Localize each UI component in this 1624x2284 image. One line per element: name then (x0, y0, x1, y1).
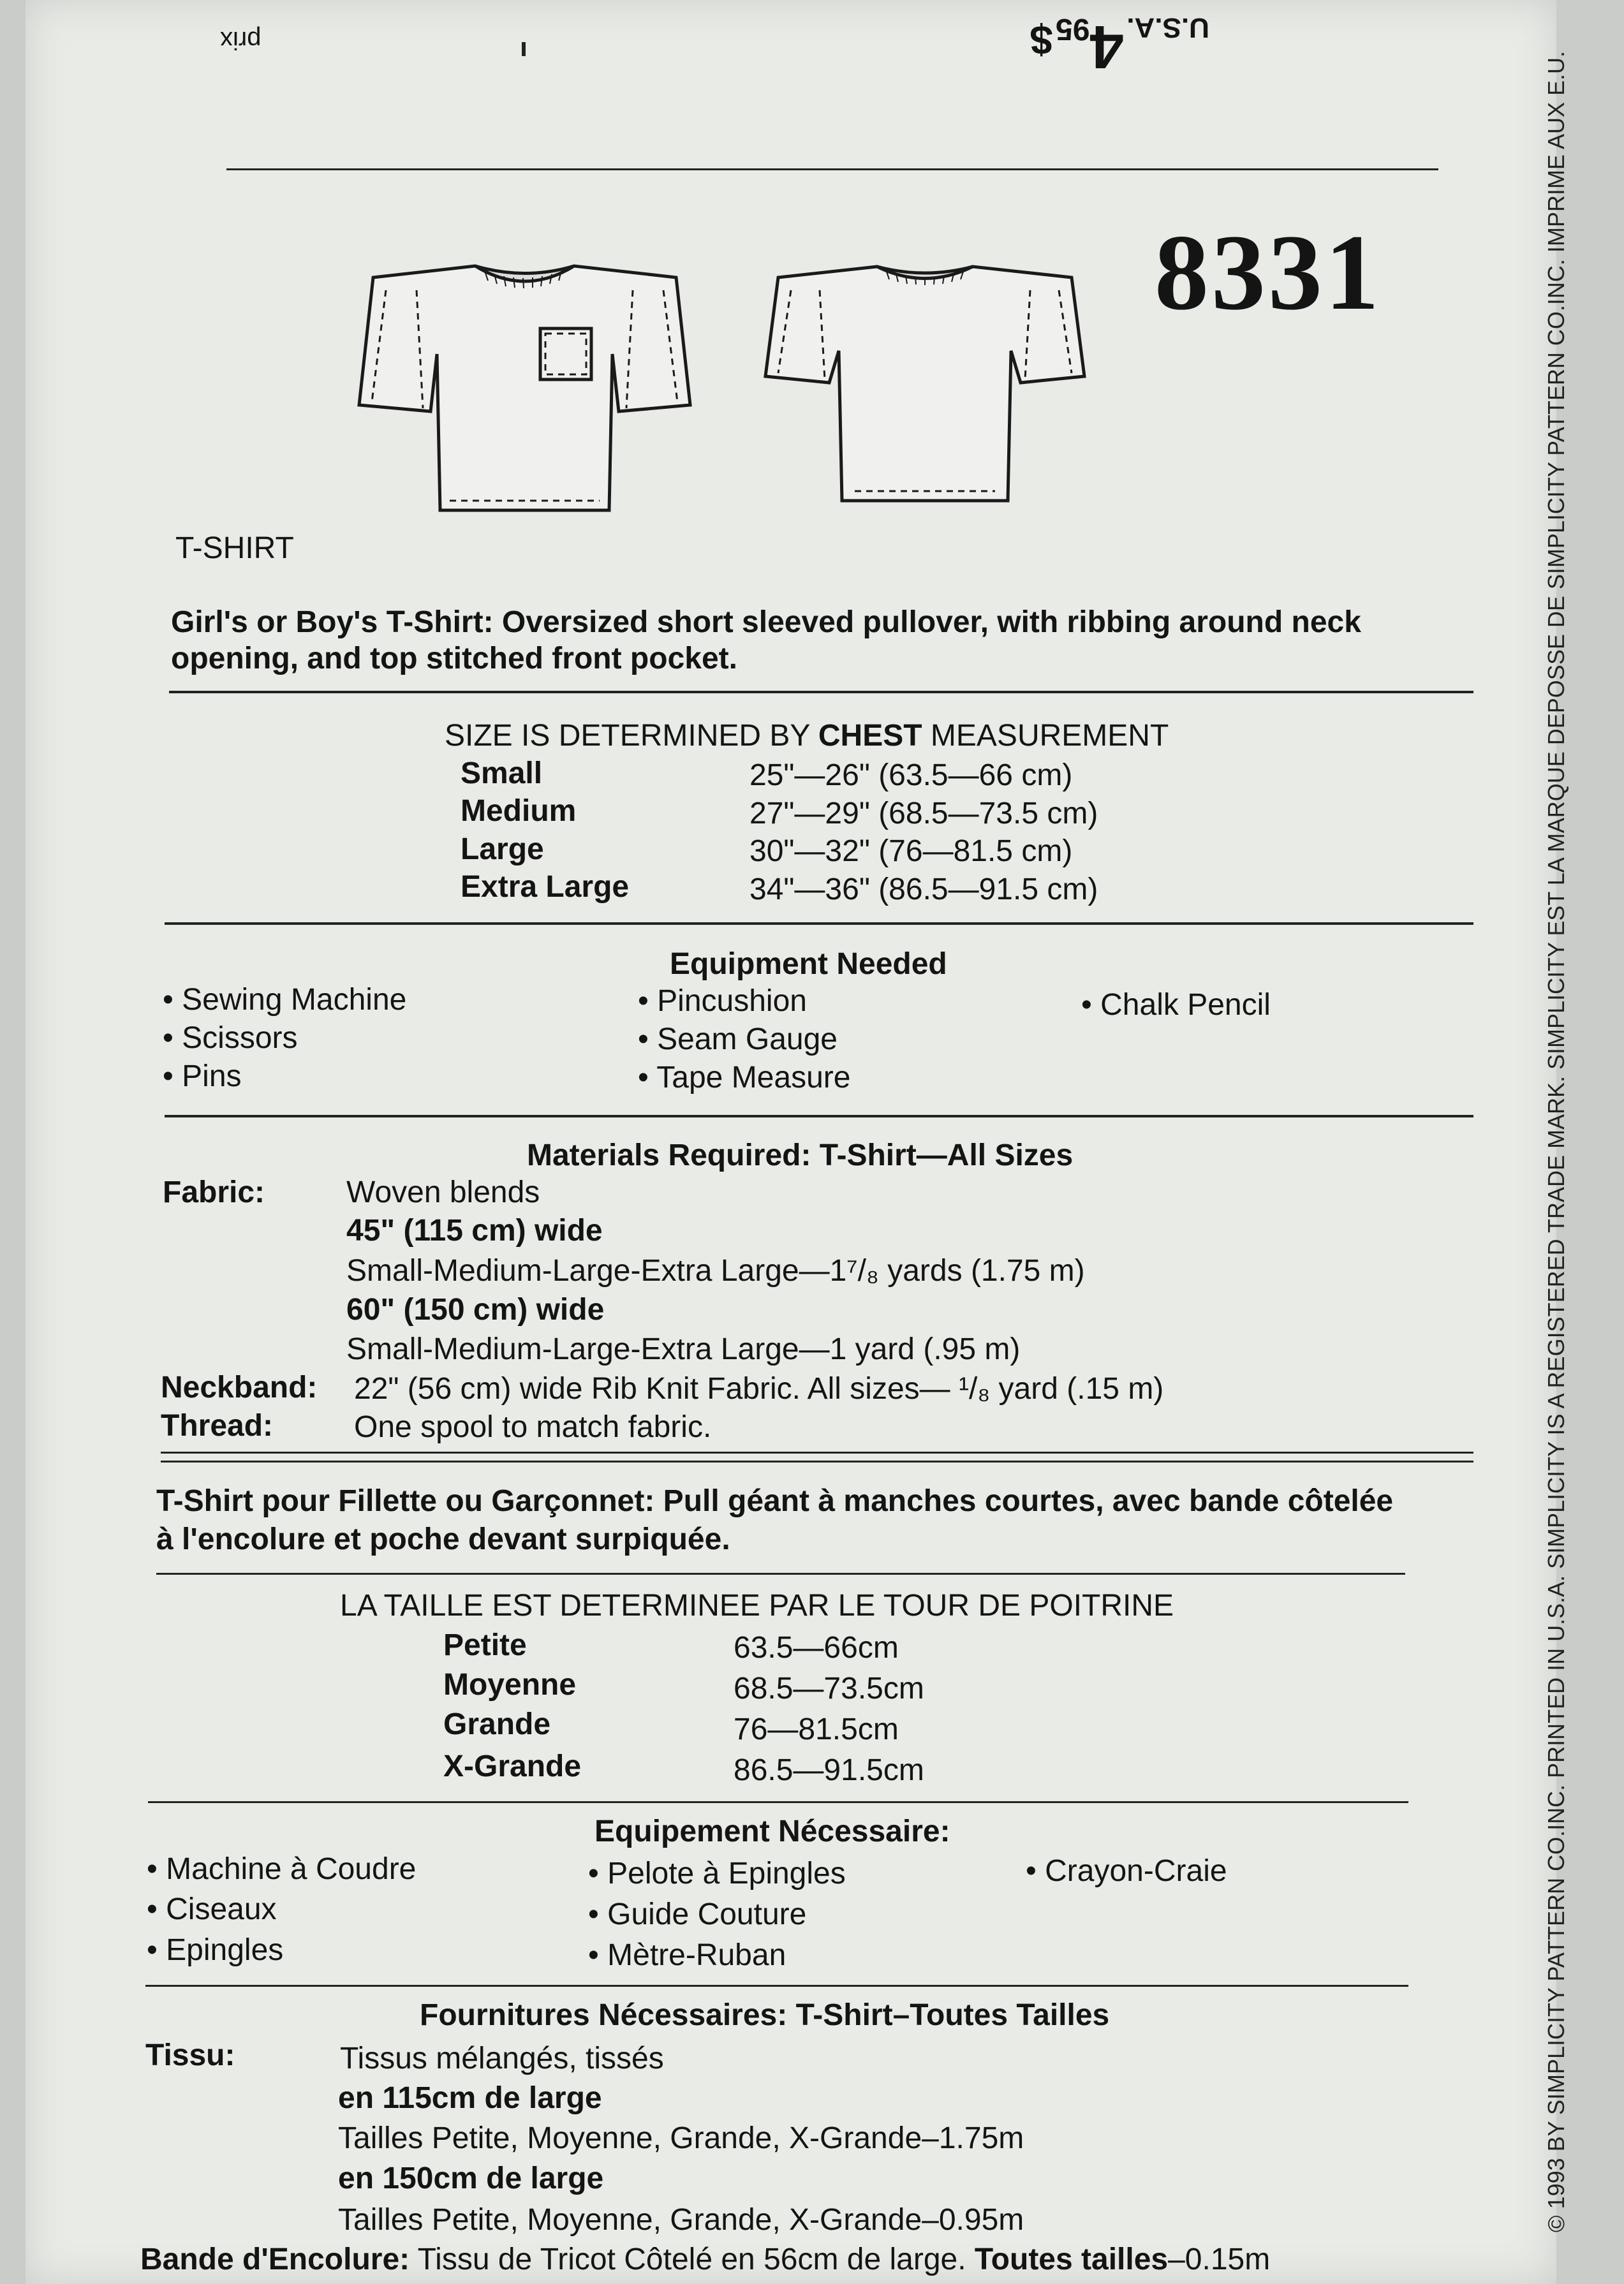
fabric-type: Woven blends (346, 1175, 540, 1209)
tissu-type: Tissus mélangés, tissés (340, 2042, 664, 2075)
neckband-label: Neckband: (161, 1371, 318, 1404)
english-description-title: Girl's or Boy's T-Shirt: (171, 605, 494, 639)
equipment-item: • Scissors (163, 1020, 298, 1056)
size-heading-bold: CHEST (818, 719, 922, 753)
english-size-heading (445, 718, 1169, 753)
bande-encolure-amount: –0.15m (1168, 2243, 1271, 2276)
copyright-side-text: © 1993 BY SIMPLICITY PATTERN CO.INC. PRINTED IN U.S.A. SIMPLICITY IS A REGISTERED TRADE MARK. SIMPLICITY EST LA MARQUE DEPOSSE DE SIMPLICITY PATTERN CO.INC. IMPRIME AUX E.U. (1543, 51, 1569, 2232)
equipment-item: • Chalk Pencil (1081, 987, 1271, 1022)
price-cents: 95 (1056, 12, 1090, 46)
equipment-item: • Pelote à Epingles (588, 1856, 846, 1891)
price-tick (522, 42, 526, 56)
tissu-yardage-150: Tailles Petite, Moyenne, Grande, X-Grande–0.95m (338, 2203, 1024, 2237)
size-name-x-grande: X-Grande (443, 1750, 582, 1783)
pattern-number: 8331 (1155, 212, 1382, 332)
divider-7 (145, 1985, 1408, 1987)
divider-4a (161, 1452, 1473, 1454)
fabric-yardage-60: Small-Medium-Large-Extra Large—1 yard (.95 m) (346, 1332, 1021, 1366)
tissu-width-115: en 115cm de large (338, 2081, 602, 2115)
size-value-petite: 63.5—66cm (734, 1631, 899, 1665)
equipment-item: • Epingles (147, 1933, 283, 1968)
fabric-width-60: 60" (150 cm) wide (346, 1293, 605, 1327)
size-value-small: 25"—26" (63.5—66 cm) (749, 758, 1073, 792)
equipment-item: • Tape Measure (638, 1060, 850, 1095)
equipment-item: • Pins (163, 1059, 242, 1094)
size-name-extra-large: Extra Large (461, 870, 630, 904)
size-heading-post: MEASUREMENT (922, 719, 1169, 753)
french-description-line2: à l'encolure et poche devant surpiquée. (156, 1522, 730, 1556)
size-value-medium: 27"—29" (68.5—73.5 cm) (749, 797, 1098, 830)
price-country: U.S.A. (1126, 12, 1209, 43)
thread-label: Thread: (161, 1409, 274, 1443)
equipment-item: • Ciseaux (147, 1892, 277, 1927)
price-whole: 4 (1089, 13, 1124, 81)
english-description-line1 (171, 605, 1361, 640)
divider-5 (156, 1573, 1405, 1575)
top-divider (226, 168, 1438, 170)
tshirt-back-illustration (762, 255, 1088, 510)
size-value-x-grande: 86.5—91.5cm (734, 1753, 924, 1787)
divider-6 (148, 1801, 1408, 1803)
thread-value: One spool to match fabric. (354, 1410, 712, 1444)
bande-encolure-value: Tissu de Tricot Côtelé en 56cm de large. (417, 2243, 966, 2276)
bande-encolure-label: Bande d'Encolure: (140, 2243, 410, 2276)
size-value-extra-large: 34"—36" (86.5—91.5 cm) (749, 873, 1098, 906)
equipment-item: • Mètre-Ruban (588, 1938, 786, 1973)
size-value-large: 30"—32" (76—81.5 cm) (749, 834, 1073, 868)
french-equipment-heading: Equipement Nécessaire: (594, 1815, 950, 1848)
price-stamp (1030, 11, 1209, 82)
divider-4b (161, 1461, 1473, 1462)
equipment-item: • Crayon-Craie (1026, 1853, 1227, 1889)
size-name-moyenne: Moyenne (443, 1668, 577, 1702)
equipment-item: • Guide Couture (588, 1897, 806, 1932)
price-symbol: $ (1030, 17, 1053, 63)
size-name-grande: Grande (443, 1707, 551, 1741)
garment-label: T-SHIRT (175, 531, 294, 565)
tissu-yardage-115: Tailles Petite, Moyenne, Grande, X-Grande–1.75m (338, 2121, 1024, 2155)
divider-1 (169, 691, 1473, 693)
tissu-label: Tissu: (145, 2038, 235, 2072)
fabric-label: Fabric: (163, 1175, 265, 1209)
size-name-small: Small (461, 756, 543, 790)
bande-encolure-all-sizes: Toutes tailles (974, 2243, 1169, 2276)
french-size-heading: LA TAILLE EST DETERMINEE PAR LE TOUR DE POITRINE (340, 1589, 1174, 1623)
size-value-grande: 76—81.5cm (734, 1713, 899, 1746)
size-name-petite: Petite (443, 1628, 527, 1662)
english-description-text: Oversized short sleeved pullover, with ribbing around neck (501, 605, 1361, 639)
french-materials-heading: Fournitures Nécessaires: T-Shirt–Toutes Tailles (420, 1998, 1110, 2032)
divider-3 (165, 1115, 1473, 1117)
equipment-item: • Machine à Coudre (147, 1852, 416, 1887)
neckband-value: 22" (56 cm) wide Rib Knit Fabric. All sizes— ¹/₈ yard (.15 m) (354, 1372, 1164, 1406)
size-value-moyenne: 68.5—73.5cm (734, 1672, 924, 1706)
fabric-width-45: 45" (115 cm) wide (346, 1214, 603, 1248)
size-heading-pre: SIZE IS DETERMINED BY (445, 719, 818, 753)
english-equipment-heading: Equipment Needed (670, 947, 947, 981)
size-name-large: Large (461, 832, 544, 866)
size-name-medium: Medium (461, 794, 577, 828)
english-description-line2: opening, and top stitched front pocket. (171, 642, 737, 675)
tshirt-front-illustration (354, 252, 695, 520)
english-materials-heading: Materials Required: T-Shirt—All Sizes (527, 1138, 1074, 1172)
equipment-item: • Seam Gauge (638, 1022, 838, 1057)
equipment-item: • Pincushion (638, 984, 807, 1019)
prix-label: prix (220, 26, 262, 54)
french-description-line1: T-Shirt pour Fillette ou Garçonnet: Pull géant à manches courtes, avec bande côtelée (156, 1484, 1394, 1518)
equipment-item: • Sewing Machine (163, 982, 406, 1017)
bande-encolure-line (140, 2242, 1270, 2277)
fabric-yardage-45: Small-Medium-Large-Extra Large—1⁷/₈ yards (1.75 m) (346, 1254, 1085, 1288)
divider-2 (165, 922, 1473, 925)
tissu-width-150: en 150cm de large (338, 2162, 604, 2195)
